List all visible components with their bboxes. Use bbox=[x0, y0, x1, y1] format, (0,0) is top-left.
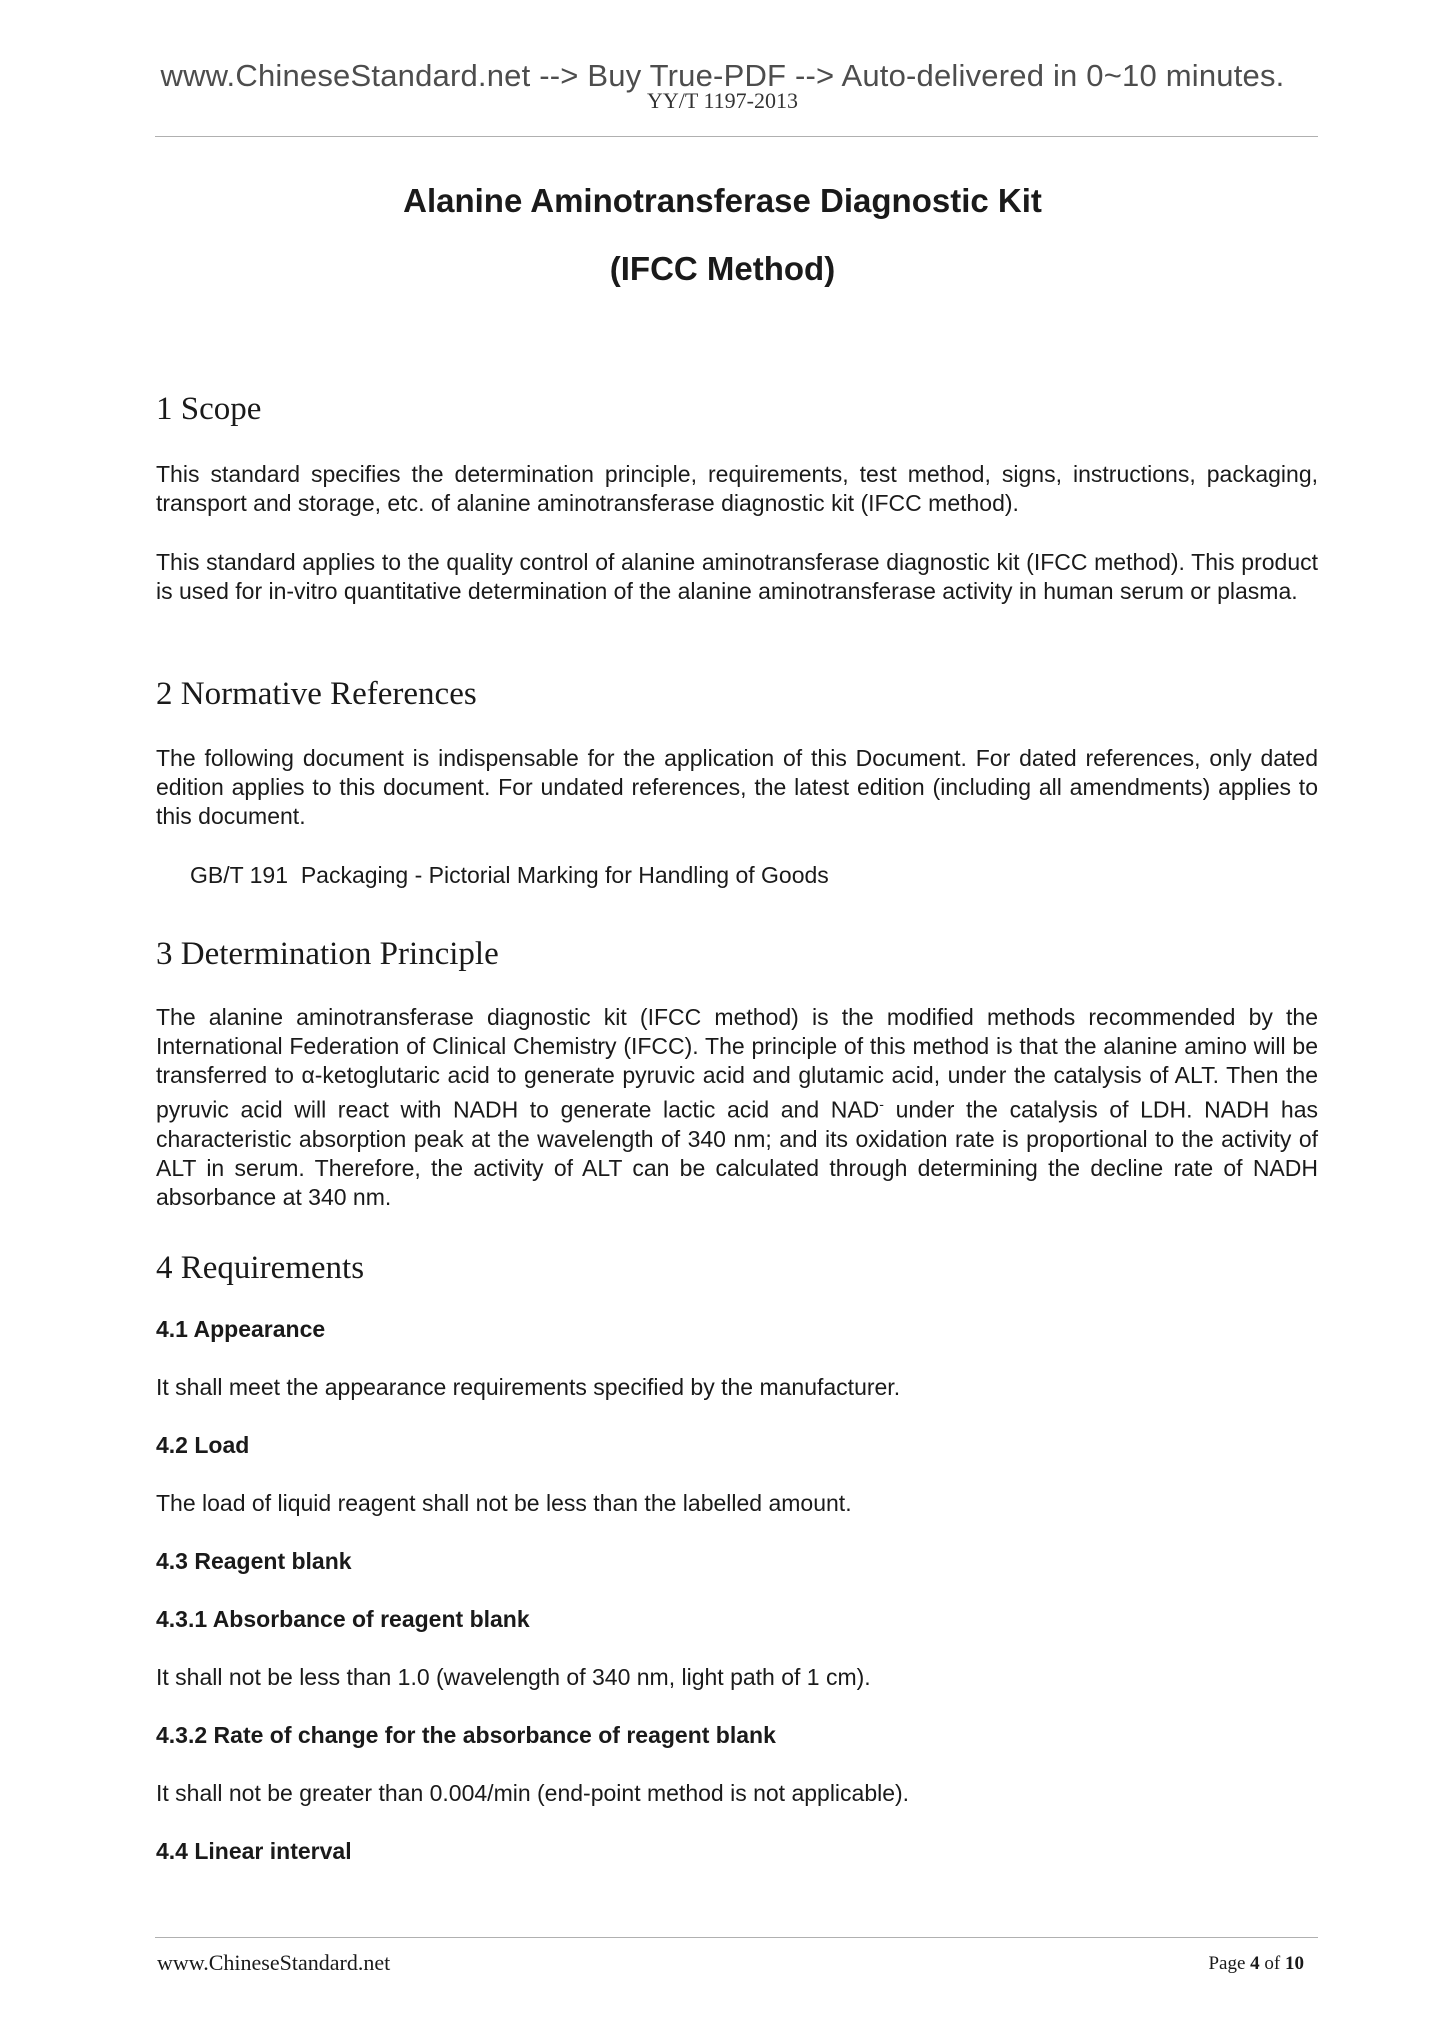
principle-text-part1: The alanine aminotransferase diagnostic kit (IFCC method) is the modified methods recommended by the International Federation of Clinical Chemistry (IFCC). The principle of this method is that the alanine amino will be transferred to α-ketoglutaric acid to generate pyruvic acid and glutamic acid, under the catalysis of ALT. Then the pyruvic acid will react with NADH to generate lactic acid and NAD bbox=[156, 1004, 1318, 1123]
document-title: Alanine Aminotransferase Diagnostic Kit bbox=[403, 182, 1042, 219]
page-total: 10 bbox=[1285, 1953, 1304, 1974]
principle-superscript: - bbox=[879, 1096, 884, 1112]
subsection-4-3-1-title: 4.3.1 Absorbance of reagent blank bbox=[156, 1606, 530, 1632]
page-current: 4 bbox=[1250, 1953, 1260, 1974]
subsection-4-2-title: 4.2 Load bbox=[156, 1432, 250, 1458]
document-subtitle: (IFCC Method) bbox=[609, 250, 836, 287]
principle-text-part2: under the catalysis of LDH. NADH has characteristic absorption peak at the wavelength of 340 nm; and its oxidation rate is proportional to the activity of ALT in serum. Therefore, the activity of ALT can be calculated through determining the decline rate of NADH absorbance at 340 nm. bbox=[156, 1096, 1318, 1210]
subsection-4-3-2-text: It shall not be greater than 0.004/min (end-point method is not applicable). bbox=[156, 1780, 910, 1806]
scope-paragraph-2: This standard applies to the quality control of alanine aminotransferase diagnostic kit (IFCC method). This product is used for in-vitro quantitative determination of the alanine aminotransferase activity in human serum or plasma. bbox=[156, 549, 1318, 604]
subsection-4-4-title: 4.4 Linear interval bbox=[156, 1838, 352, 1864]
header-divider bbox=[155, 136, 1318, 137]
subsection-4-3-1-text: It shall not be less than 1.0 (wavelength of 340 nm, light path of 1 cm). bbox=[156, 1664, 871, 1690]
page-label: Page bbox=[1208, 1953, 1246, 1974]
page-of: of bbox=[1264, 1953, 1281, 1974]
section-heading-determination-principle: 3 Determination Principle bbox=[156, 936, 499, 972]
section-heading-requirements: 4 Requirements bbox=[156, 1250, 365, 1286]
footer-divider bbox=[155, 1937, 1318, 1938]
subsection-4-1-title: 4.1 Appearance bbox=[156, 1316, 326, 1342]
page-number bbox=[1208, 1953, 1304, 1975]
header-banner: www.ChineseStandard.net --> Buy True-PDF --> Auto-delivered in 0~10 minutes. bbox=[160, 58, 1285, 93]
subsection-4-2-text: The load of liquid reagent shall not be less than the labelled amount. bbox=[156, 1490, 852, 1516]
section-heading-scope: 1 Scope bbox=[156, 391, 262, 427]
footer-url-link[interactable]: www.ChineseStandard.net bbox=[157, 1950, 391, 1975]
reference-code: GB/T 191 bbox=[190, 862, 289, 888]
normative-paragraph: The following document is indispensable for the application of this Document. For dated references, only dated edition applies to this document. For undated references, the latest edition (including all amendments) applies to this document. bbox=[156, 745, 1318, 829]
standard-code: YY/T 1197-2013 bbox=[647, 88, 798, 113]
subsection-4-3-2-title: 4.3.2 Rate of change for the absorbance of reagent blank bbox=[156, 1722, 776, 1748]
reference-title: Packaging - Pictorial Marking for Handling of Goods bbox=[300, 862, 829, 888]
subsection-4-3-title: 4.3 Reagent blank bbox=[156, 1548, 352, 1574]
scope-paragraph-1: This standard specifies the determination principle, requirements, test method, signs, instructions, packaging, transport and storage, etc. of alanine aminotransferase diagnostic kit (IFCC method). bbox=[156, 461, 1318, 516]
principle-paragraph bbox=[156, 1003, 1318, 1212]
normative-reference-item bbox=[190, 861, 1290, 890]
subsection-4-1-text: It shall meet the appearance requirements specified by the manufacturer. bbox=[156, 1374, 901, 1400]
section-heading-normative-references: 2 Normative References bbox=[156, 676, 477, 712]
